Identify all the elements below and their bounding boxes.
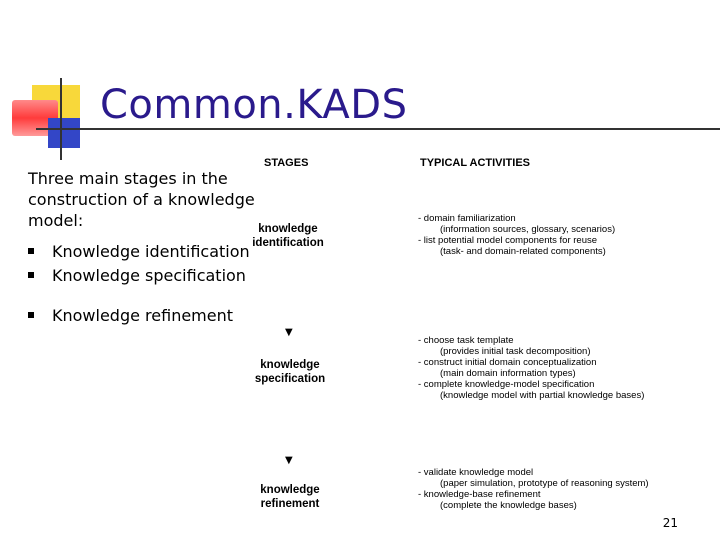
activity-line: - knowledge-base refinement	[418, 489, 541, 500]
activity-detail: (task- and domain-related components)	[440, 246, 606, 257]
stage-line: knowledge	[258, 223, 318, 235]
decor-blue-square	[48, 118, 80, 148]
title-underline	[36, 128, 720, 130]
stages-header: STAGES	[264, 157, 309, 169]
slide-title: Common.KADS	[100, 82, 408, 128]
stage-refinement	[245, 483, 335, 511]
bullet-text: Knowledge specification	[52, 266, 246, 285]
bullet-icon	[28, 248, 34, 254]
activity-line: - choose task template	[418, 335, 514, 346]
bullet-item	[28, 242, 250, 261]
activity-detail: (complete the knowledge bases)	[440, 500, 577, 511]
activities-header: TYPICAL ACTIVITIES	[420, 157, 531, 169]
activity-detail: (provides initial task decomposition)	[440, 346, 591, 357]
bullet-icon	[28, 312, 34, 318]
stage-specification	[245, 358, 335, 386]
bullet-icon	[28, 272, 34, 278]
bullet-text: Knowledge refinement	[52, 306, 234, 325]
stage-identification	[243, 222, 333, 250]
stage-line: refinement	[260, 498, 320, 510]
page-number: 21	[662, 516, 678, 530]
activities-refinement	[418, 467, 649, 511]
activity-detail: (knowledge model with partial knowledge bases)	[440, 390, 645, 401]
activity-line: - construct initial domain conceptualization	[418, 357, 597, 368]
decor-vertical-line	[60, 78, 62, 160]
bullet-text: Knowledge identification	[52, 242, 250, 261]
stage-line: specification	[254, 373, 326, 385]
stage-line: knowledge	[260, 359, 320, 371]
bullet-item	[28, 306, 233, 325]
intro-text: Three main stages in the construction of a knowledge model:	[28, 169, 255, 230]
activity-detail: (information sources, glossary, scenarios)	[440, 224, 616, 235]
activity-detail: (main domain information types)	[440, 368, 576, 379]
activity-line: - validate knowledge model	[418, 467, 534, 478]
activity-line: - list potential model components for reuse	[418, 235, 598, 246]
activity-line: - complete knowledge-model specification	[418, 379, 595, 390]
stage-line: identification	[252, 237, 324, 249]
stage-line: knowledge	[260, 484, 320, 496]
bullet-item	[28, 266, 246, 285]
arrow-down-icon: ▼	[285, 327, 293, 338]
activity-detail: (paper simulation, prototype of reasoning system)	[440, 478, 649, 489]
activities-specification	[418, 335, 644, 401]
arrow-down-icon: ▼	[285, 455, 293, 466]
activities-identification	[418, 213, 615, 257]
activity-line: - domain familiarization	[418, 213, 516, 224]
